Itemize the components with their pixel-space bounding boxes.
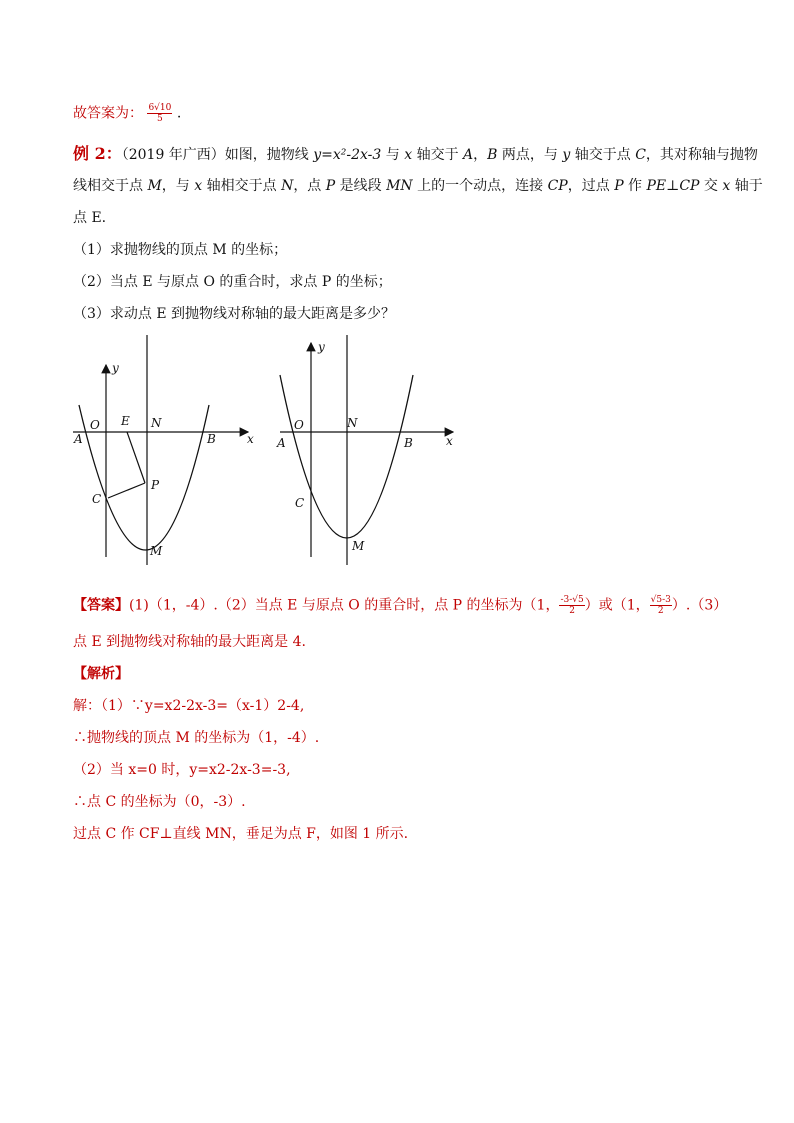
fraction-numerator: √5-3 xyxy=(650,595,671,605)
label-E: E xyxy=(121,414,130,428)
problem-text: ，点 xyxy=(293,178,326,194)
problem-text: 轴于 xyxy=(730,178,763,194)
previous-answer-fraction xyxy=(147,103,172,124)
label-O: O xyxy=(294,418,304,432)
problem-text: 作 xyxy=(623,178,647,194)
analysis-line-2: ∴抛物线的顶点 M 的坐标为（1，-4）. xyxy=(73,730,320,746)
question-2: （2）当点 E 与原点 O 的重合时，求点 P 的坐标； xyxy=(73,274,392,290)
label-B: B xyxy=(207,432,216,446)
problem-text: 两点，与 xyxy=(497,147,563,163)
fraction-numerator: -3-√5 xyxy=(560,595,584,605)
question-3: （3）求动点 E 到抛物线对称轴的最大距离是多少？ xyxy=(73,306,396,322)
answer-mid: ）或（1， xyxy=(584,597,650,614)
figure-2 xyxy=(276,335,453,565)
segment-EP xyxy=(127,432,145,483)
question-1: （1）求抛物线的顶点 M 的坐标； xyxy=(73,242,288,258)
answer-tag: 【答案】 xyxy=(73,597,129,614)
problem-text: ，其对称轴与抛物 xyxy=(645,147,758,163)
perpendicular-relation: PE⊥CP xyxy=(646,178,700,194)
fraction-numerator: 6√10 xyxy=(148,103,172,113)
label-x: x xyxy=(247,432,254,446)
point-C: C xyxy=(635,147,646,163)
problem-text: 交 xyxy=(699,178,723,194)
var-x: x xyxy=(404,147,413,163)
point-M: M xyxy=(147,178,162,194)
answer-part-1: (1)（1，-4）.（2）当点 E 与原点 O 的重合时，点 P 的坐标为（1， xyxy=(129,597,560,614)
var-x: x xyxy=(194,178,203,194)
fraction-denominator: 2 xyxy=(657,606,664,616)
answer-fraction-2 xyxy=(650,595,672,616)
problem-figures xyxy=(0,335,794,595)
problem-text: 轴相交于点 xyxy=(202,178,282,194)
problem-text: 与 xyxy=(381,147,405,163)
label-O: O xyxy=(90,418,100,432)
label-A: A xyxy=(74,432,83,446)
figure-1 xyxy=(73,335,254,565)
label-C: C xyxy=(295,496,305,510)
point-N: N xyxy=(281,178,294,194)
segment-MN: MN xyxy=(386,178,413,194)
problem-line-3: 点 E. xyxy=(73,210,107,226)
problem-text: ，与 xyxy=(161,178,195,194)
answer-fraction-1 xyxy=(559,595,584,616)
problem-text: 轴交于点 xyxy=(570,147,636,163)
answer-line-1 xyxy=(73,595,727,616)
point-A: A xyxy=(463,147,474,163)
point-P: P xyxy=(325,178,336,194)
fraction-denominator: 2 xyxy=(569,606,575,616)
label-B: B xyxy=(404,436,413,450)
analysis-line-1: 解：（1）∵y=x2-2x-3=（x-1）2-4, xyxy=(73,698,305,714)
label-P: P xyxy=(151,478,160,492)
problem-line-1 xyxy=(73,144,758,165)
problem-text: ，过点 xyxy=(567,178,615,194)
previous-answer-prefix: 故答案为： xyxy=(73,105,143,122)
previous-answer-line xyxy=(73,103,181,124)
fraction-denominator: 5 xyxy=(157,114,163,124)
analysis-line-4: ∴点 C 的坐标为（0，-3）. xyxy=(73,794,246,810)
label-N: N xyxy=(151,416,162,430)
problem-line-2 xyxy=(73,176,763,196)
problem-text: 轴交于 xyxy=(412,147,464,163)
segment-CP xyxy=(108,483,145,498)
label-M: M xyxy=(352,539,365,553)
label-N: N xyxy=(347,416,358,430)
previous-answer-end: . xyxy=(176,105,182,122)
problem-text: 线相交于点 xyxy=(73,178,148,194)
var-y: y xyxy=(562,147,571,163)
label-C: C xyxy=(92,492,102,506)
analysis-line-3: （2）当 x=0 时，y=x2-2x-3=-3, xyxy=(73,762,291,778)
analysis-line-5: 过点 C 作 CF⊥直线 MN，垂足为点 F，如图 1 所示. xyxy=(73,826,409,842)
point-P: P xyxy=(614,178,624,194)
problem-text: （2019 年广西）如图，抛物线 xyxy=(121,147,314,163)
label-y: y xyxy=(318,340,325,354)
example-label: 例 2： xyxy=(73,144,122,163)
label-M: M xyxy=(150,544,163,558)
label-A: A xyxy=(277,436,286,450)
label-y: y xyxy=(112,361,119,375)
parabola-equation: y=x²-2x-3 xyxy=(313,147,382,163)
answer-part-2: ）.（3） xyxy=(671,597,728,614)
analysis-tag: 【解析】 xyxy=(73,666,129,682)
answer-line-2: 点 E 到抛物线对称轴的最大距离是 4. xyxy=(73,634,306,650)
label-x: x xyxy=(446,434,453,448)
problem-text: ， xyxy=(473,147,488,163)
problem-text: 是线段 xyxy=(335,178,387,194)
problem-text: 上的一个动点，连接 xyxy=(412,178,548,194)
point-B: B xyxy=(487,147,498,163)
var-x: x xyxy=(722,178,731,194)
segment-CP: CP xyxy=(547,178,568,194)
